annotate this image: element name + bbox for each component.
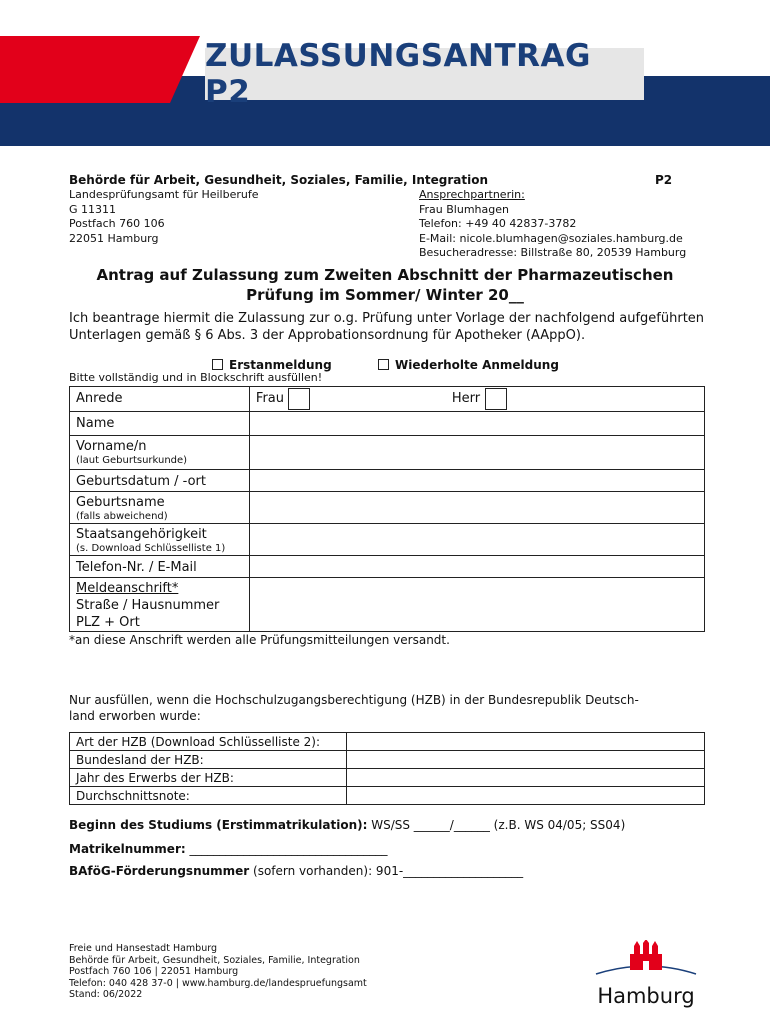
option-repeat-label: Wiederholte Anmeldung [395, 358, 559, 372]
footer-line: Stand: 06/2022 [69, 989, 143, 1000]
plz-label: PLZ + Ort [76, 615, 140, 630]
field-melde[interactable] [249, 578, 704, 632]
studium-field[interactable] [69, 817, 625, 833]
address-line: 22051 Hamburg [69, 231, 159, 245]
hzb-intro-line: Nur ausfüllen, wenn die Hochschulzugangsberechtigung (HZB) in der Bundesrepublik Deutsch- [69, 693, 639, 707]
header-red-accent [0, 36, 200, 103]
field-anrede [249, 387, 704, 412]
vorname-sublabel: (laut Geburtsurkunde) [76, 455, 188, 466]
hzb-row [70, 751, 705, 769]
hzb-field-art[interactable] [346, 733, 704, 751]
field-name[interactable] [249, 412, 704, 436]
footer [69, 943, 367, 1001]
address-line: Landesprüfungsamt für Heilberufe [69, 188, 259, 201]
form-note: *an diese Anschrift werden alle Prüfungsmitteilungen versandt. [69, 633, 450, 647]
melde-label: Meldeanschrift* [76, 581, 179, 596]
field-geburtsdatum[interactable] [249, 470, 704, 492]
hzb-field-note[interactable] [346, 787, 704, 805]
logo-text: Hamburg [597, 984, 695, 1008]
herr-label: Herr [451, 391, 481, 406]
row-melde [70, 578, 705, 632]
label-melde [70, 578, 250, 632]
frau-label: Frau [255, 391, 284, 406]
address-line: G 11311 [69, 202, 117, 216]
row-geburtsdatum [70, 470, 705, 492]
personal-data-table [69, 386, 705, 632]
contact-line: Besucheradresse: Billstraße 80, 20539 Hamburg [419, 246, 687, 259]
vorname-label: Vorname/n [76, 439, 147, 454]
bafoeg-field[interactable] [69, 863, 523, 879]
option-first-label: Erstanmeldung [229, 358, 332, 372]
checkbox-first[interactable] [212, 359, 223, 370]
footer-line: Behörde für Arbeit, Gesundheit, Soziales, Familie, Integration [69, 954, 360, 966]
bafoeg-value: (sofern vorhanden): 901-____________________ [249, 864, 524, 878]
hzb-label-bundesland: Bundesland der HZB: [70, 751, 347, 769]
contact-label: Ansprechpartnerin: [419, 188, 525, 201]
page-title: ZULASSUNGSANTRAG P2 [205, 38, 591, 110]
studium-value: WS/SS ______/______ (z.B. WS 04/05; SS04) [367, 818, 626, 832]
field-staat[interactable] [249, 524, 704, 556]
row-telefon [70, 556, 705, 578]
instruction-text: Bitte vollständig und in Blockschrift ausfüllen! [69, 371, 323, 384]
row-staat [70, 524, 705, 556]
hzb-intro-line: land erworben wurde: [69, 709, 201, 723]
matrikel-value: _________________________________ [185, 842, 388, 856]
footer-line: Freie und Hansestadt Hamburg [69, 943, 218, 954]
castle-icon [590, 940, 702, 984]
label-name: Name [70, 412, 250, 436]
label-staat [70, 524, 250, 556]
row-vorname [70, 436, 705, 470]
authority-address [69, 188, 259, 246]
matrikel-label: Matrikelnummer: [69, 842, 186, 856]
contact-line: Frau Blumhagen [419, 202, 509, 216]
row-anrede [70, 387, 705, 412]
heading-line: Antrag auf Zulassung zum Zweiten Abschnitt der Pharmazeutischen [96, 266, 674, 284]
contact-line: Telefon: +49 40 42837-3782 [419, 217, 577, 230]
label-geburtsname [70, 492, 250, 524]
contact-block [419, 188, 686, 261]
hzb-row [70, 787, 705, 805]
intro-text [69, 310, 704, 344]
hzb-row [70, 733, 705, 751]
frau-checkbox[interactable] [288, 388, 310, 410]
strasse-label: Straße / Hausnummer [76, 598, 220, 613]
address-line: Postfach 760 106 [69, 217, 165, 230]
hzb-table [69, 732, 705, 805]
row-geburtsname [70, 492, 705, 524]
hzb-label-jahr: Jahr des Erwerbs der HZB: [70, 769, 347, 787]
option-repeat[interactable] [378, 357, 559, 373]
label-telefon: Telefon-Nr. / E-Mail [70, 556, 250, 578]
geburtsname-label: Geburtsname [76, 495, 165, 510]
hzb-field-jahr[interactable] [346, 769, 704, 787]
footer-line: Telefon: 040 428 37-0 | www.hamburg.de/landespruefungsamt [69, 977, 367, 989]
bafoeg-label: BAföG-Förderungsnummer [69, 864, 250, 878]
form-code: P2 [655, 173, 673, 187]
row-name [70, 412, 705, 436]
herr-checkbox[interactable] [485, 388, 507, 410]
heading-line: Prüfung im Sommer/ Winter 20__ [246, 286, 524, 304]
hzb-field-bundesland[interactable] [346, 751, 704, 769]
geburtsname-sublabel: (falls abweichend) [76, 511, 168, 522]
matrikel-field[interactable] [69, 841, 388, 857]
hzb-intro [69, 692, 639, 724]
staat-sublabel: (s. Download Schlüsselliste 1) [76, 543, 226, 554]
studium-label: Beginn des Studiums (Erstimmatrikulation): [69, 818, 368, 832]
hamburg-logo [590, 940, 702, 1010]
field-telefon[interactable] [249, 556, 704, 578]
field-vorname[interactable] [249, 436, 704, 470]
title-box [205, 38, 644, 110]
footer-line: Postfach 760 106 | 22051 Hamburg [69, 966, 239, 977]
checkbox-repeat[interactable] [378, 359, 389, 370]
hzb-row [70, 769, 705, 787]
contact-email[interactable]: E-Mail: nicole.blumhagen@soziales.hamburg.de [419, 231, 683, 245]
label-vorname [70, 436, 250, 470]
intro-line: Unterlagen gemäß § 6 Abs. 3 der Approbationsordnung für Apotheker (AAppO). [69, 328, 586, 343]
field-geburtsname[interactable] [249, 492, 704, 524]
hzb-label-note: Durchschnittsnote: [70, 787, 347, 805]
staat-label: Staatsangehörigkeit [76, 527, 207, 542]
label-geburtsdatum: Geburtsdatum / -ort [70, 470, 250, 492]
label-anrede: Anrede [70, 387, 250, 412]
authority-name: Behörde für Arbeit, Gesundheit, Soziales, Familie, Integration [69, 173, 488, 187]
form-heading [60, 265, 710, 305]
intro-line: Ich beantrage hiermit die Zulassung zur o.g. Prüfung unter Vorlage der nachfolgend aufgeführten [69, 311, 705, 326]
hzb-label-art: Art der HZB (Download Schlüsselliste 2): [70, 733, 347, 751]
